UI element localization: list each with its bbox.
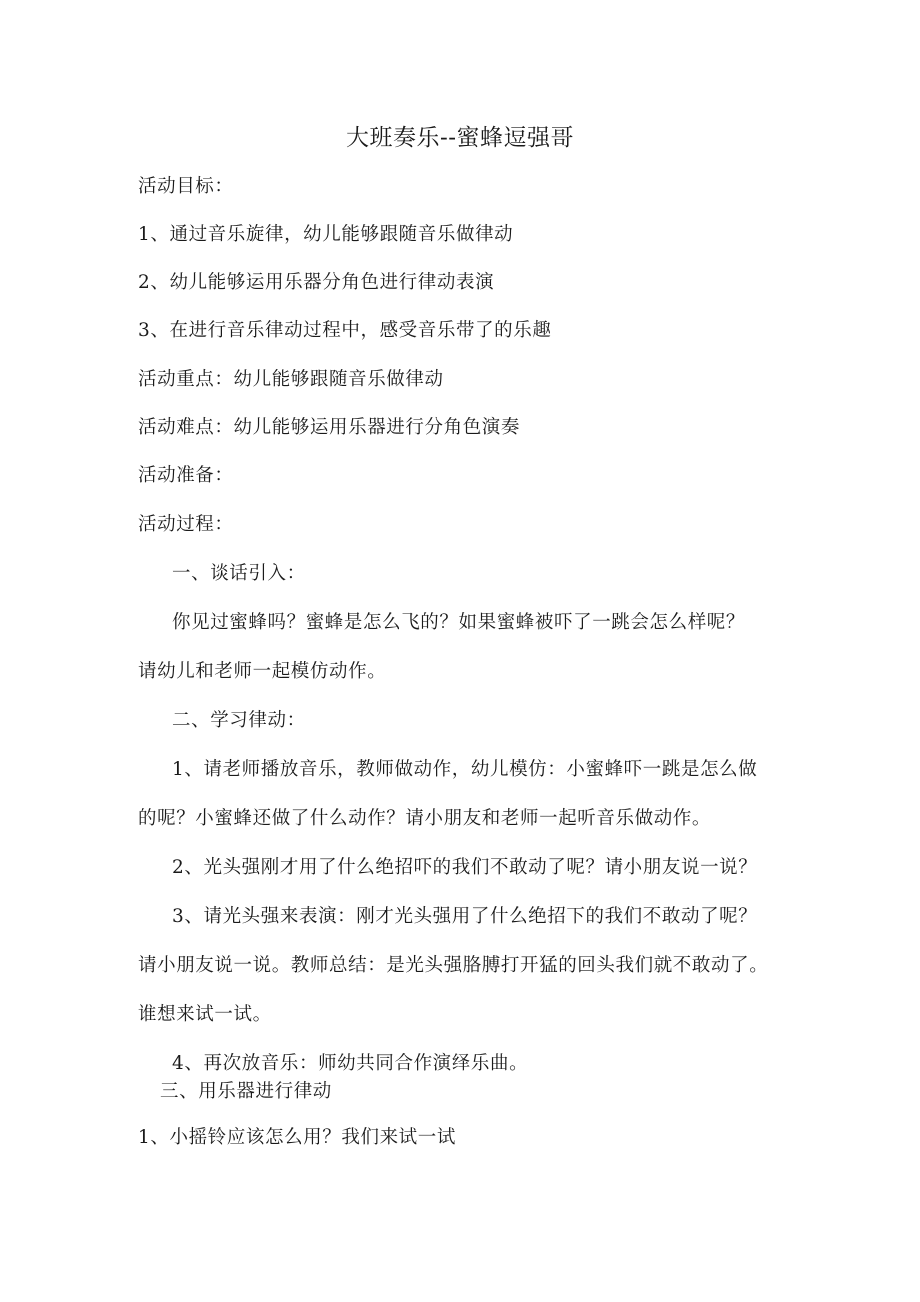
section-2-item-3-line-2: 请小朋友说一说。教师总结：是光头强胳膊打开猛的回头我们就不敢动了。 <box>138 955 769 976</box>
process-heading: 活动过程： <box>138 514 234 535</box>
document-title: 大班奏乐--蜜蜂逗强哥 <box>345 125 575 151</box>
section-2-item-1-line-2: 的呢？小蜜蜂还做了什么动作？请小朋友和老师一起听音乐做动作。 <box>138 808 712 829</box>
goals-heading: 活动目标： <box>138 176 234 197</box>
section-1-paragraph-line-1: 你见过蜜蜂吗？蜜蜂是怎么飞的？如果蜜蜂被吓了一跳会怎么样呢？ <box>172 612 746 633</box>
key-point-line: 活动重点：幼儿能够跟随音乐做律动 <box>138 369 444 390</box>
section-2-item-4: 4、再次放音乐：师幼共同合作演绎乐曲。 <box>172 1053 529 1074</box>
section-1-heading: 一、谈话引入： <box>172 563 306 584</box>
section-2-item-3-line-1: 3、请光头强来表演：刚才光头强用了什么绝招下的我们不敢动了呢？ <box>172 906 758 927</box>
goal-item-3: 3、在进行音乐律动过程中，感受音乐带了的乐趣 <box>138 320 552 341</box>
section-2-item-2: 2、光头强刚才用了什么绝招吓的我们不敢动了呢？请小朋友说一说？ <box>172 857 758 878</box>
section-1-paragraph-line-2: 请幼儿和老师一起模仿动作。 <box>138 661 387 682</box>
section-3-item-1: 1、小摇铃应该怎么用？我们来试一试 <box>138 1127 456 1148</box>
section-2-item-1-line-1: 1、请老师播放音乐，教师做动作，幼儿模仿：小蜜蜂吓一跳是怎么做 <box>172 759 758 780</box>
section-3-heading: 三、用乐器进行律动 <box>160 1081 332 1102</box>
goal-item-2: 2、幼儿能够运用乐器分角色进行律动表演 <box>138 272 495 293</box>
preparation-heading: 活动准备： <box>138 465 234 486</box>
difficulty-line: 活动难点：幼儿能够运用乐器进行分角色演奏 <box>138 417 521 438</box>
section-2-item-3-line-3: 谁想来试一试。 <box>138 1004 272 1025</box>
section-2-heading: 二、学习律动： <box>172 710 306 731</box>
goal-item-1: 1、通过音乐旋律，幼儿能够跟随音乐做律动 <box>138 224 514 245</box>
